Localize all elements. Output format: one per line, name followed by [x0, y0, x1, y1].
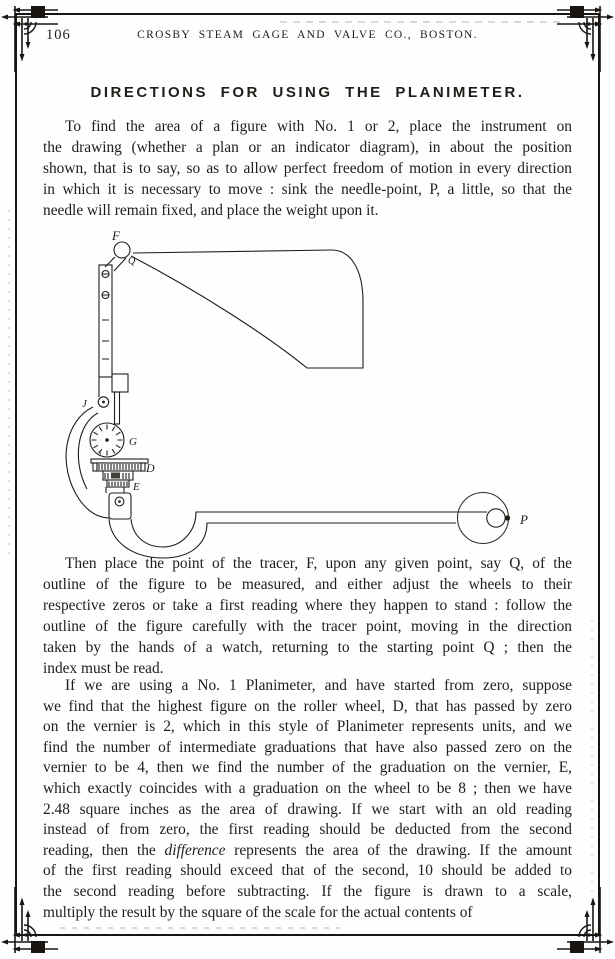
pivot-screw	[98, 397, 108, 407]
figure-label-p: P	[520, 512, 528, 527]
indicator-diagram-outline	[131, 250, 363, 368]
text-line: we find that the highest figure on the roller wheel, D, that has passed by zero	[43, 697, 572, 715]
paragraph-3	[43, 676, 572, 923]
text-line: respective zeros or take a first reading where they happen to stand : follow the	[43, 597, 572, 614]
text-line: To find the area of a figure with No. 1 or 2, place the instrument on	[65, 118, 572, 135]
dial-number: 5	[98, 450, 102, 457]
text-line: the second reading before subtracting. If the figure is drawn to a scale,	[43, 882, 572, 900]
figure-label-f: F	[112, 228, 120, 243]
recording-dial	[90, 423, 124, 457]
text-line: index must be read.	[43, 660, 164, 677]
paragraph-1	[43, 116, 572, 221]
figure-label-d: D	[146, 461, 155, 475]
vernier	[103, 471, 133, 493]
text-line: instead of from zero, the first reading should be deducted from the second	[43, 821, 572, 839]
figure-label-g: G	[129, 436, 137, 448]
page-number: 106	[46, 27, 71, 43]
text-line: outline of the figure to be measured, and either adjust the wheels to their	[43, 576, 572, 593]
text-line: of the first reading should exceed that of the second, 10 should be added to	[43, 862, 572, 880]
text-line: multiply the result by the square of the scale for the actual contents of	[43, 903, 473, 921]
roller-wheel	[91, 459, 148, 471]
text-line: reading, then the difference represents the area of the drawing. If the amount	[43, 841, 572, 859]
planimeter-figure	[55, 225, 555, 560]
text-line: outline of the figure carefully with the tracer point, moving in the direction	[43, 618, 572, 635]
pivot-bracket	[109, 493, 131, 519]
running-head: CROSBY STEAM GAGE AND VALVE CO., BOSTON.	[137, 29, 478, 41]
text-line: 2.48 square inches as the area of drawing. If we start with an old reading	[43, 800, 572, 818]
figure-label-j: J	[82, 398, 87, 410]
text-line: the drawing (whether a plan or an indicator diagram), in about the position	[43, 139, 572, 156]
text-line: vernier to be 4, then we find the number of the graduation on the vernier, E,	[43, 759, 572, 777]
text-line: which exactly coincides with a graduation on the wheel to be 8 ; then we have	[43, 779, 572, 797]
figure-label-q: Q	[128, 256, 136, 267]
section-title: DIRECTIONS FOR USING THE PLANIMETER.	[90, 84, 525, 101]
text-line: Then place the point of the tracer, F, upon any given point, say Q, of the	[65, 555, 572, 572]
text-line: shown, that is to say, so as to allow perfect freedom of motion in every direction	[43, 160, 572, 177]
pole-arm	[109, 512, 487, 558]
needle-point-weight	[458, 493, 511, 544]
text-line: on the vernier is 2, which in this style of Planimeter represents units, and we	[43, 718, 572, 736]
text-line: taken by the hands of a watch, returning to the starting point Q ; then the	[43, 639, 572, 656]
text-line: needle will remain fixed, and place the weight upon it.	[43, 202, 379, 219]
text-line: find the number of intermediate graduations that have also passed zero on the	[43, 738, 572, 756]
paragraph-2	[43, 553, 572, 679]
text-line: in which it is necessary to move : sink the needle-point, P, a little, so that the	[43, 181, 572, 198]
text-line: If we are using a No. 1 Planimeter, and have started from zero, suppose	[65, 677, 572, 694]
figure-label-e: E	[133, 481, 140, 493]
